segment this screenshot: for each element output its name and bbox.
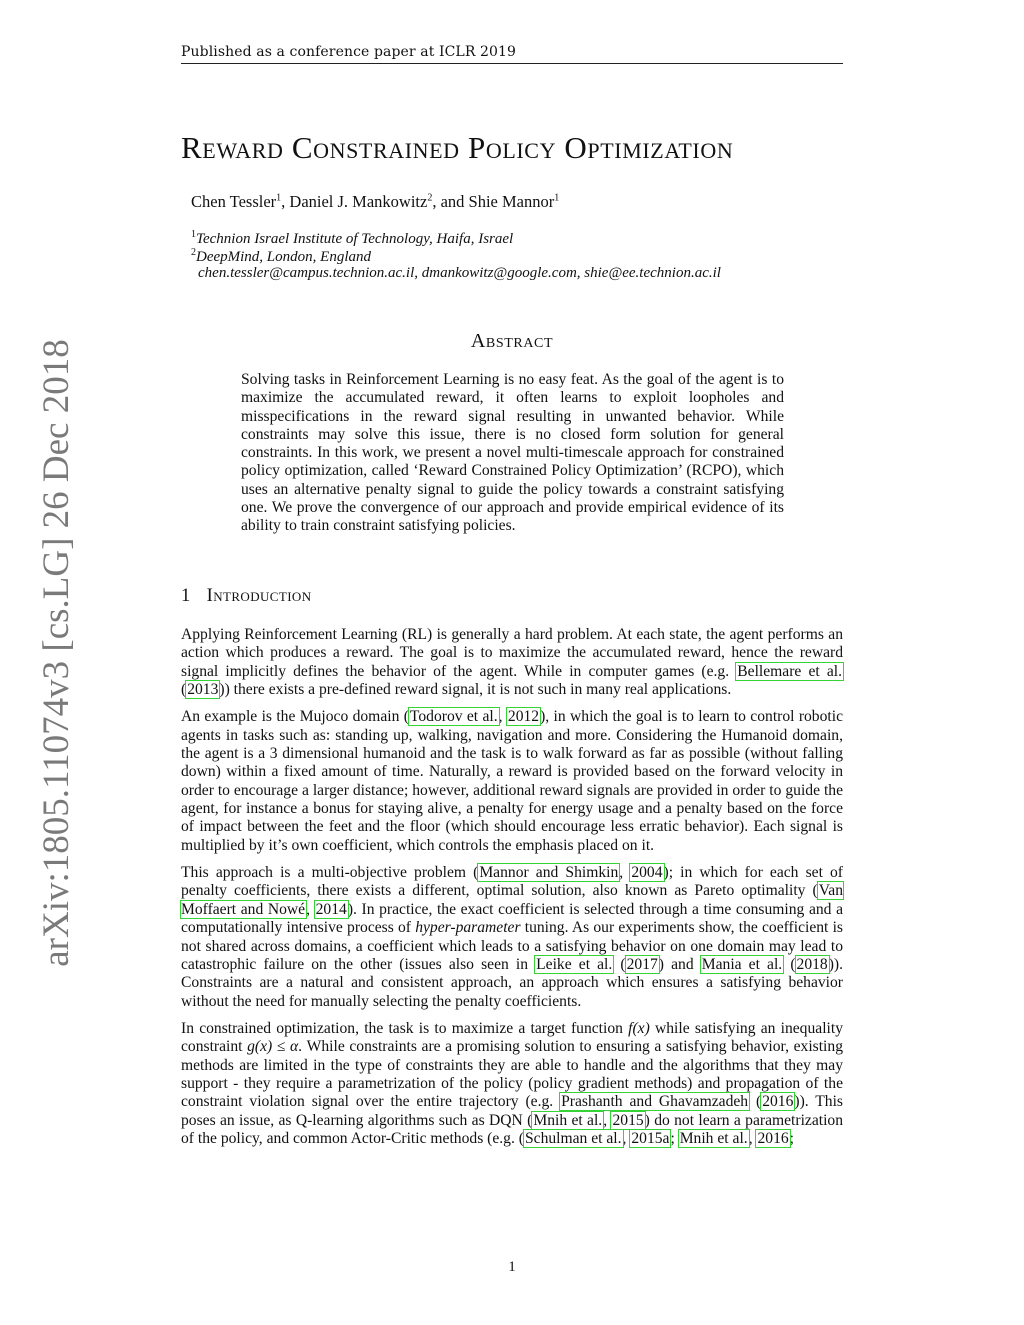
section-title: Introduction	[206, 586, 312, 606]
math-inline: f(x)	[628, 1019, 650, 1037]
author-name: Chen Tessler	[191, 192, 277, 211]
introduction-body	[181, 626, 843, 1157]
section-heading	[181, 586, 312, 607]
paragraph: An example is the Mujoco domain (Todorov et al., 2012), in which the goal is to learn to control robotic agents in tasks such as: standing up, walking, navigation and more. Considering the Humanoid domain, the agent is a 3 dimensional humanoid and the task is to walk forward as far as possible (without falling down) within a fixed amount of time. Naturally, a reward is provided based on the forward velocity in order to encourage a larger distance; however, additional reward signals are provided in order to guide the agent, for instance a bonus for staying alive, a penalty for energy usage and a penalty based on the force of impact between the feet and the floor (which should encourage less erratic behavior). Each signal is multiplied by it’s own coefficient, which controls the emphasis placed on it.	[181, 708, 843, 854]
author-affil-mark: 1	[554, 192, 560, 204]
citation-link[interactable]: Mnih et al.	[679, 1129, 748, 1147]
citation-link[interactable]: 2015a	[631, 1129, 670, 1147]
arxiv-sidebar-stamp: arXiv:1805.11074v3 [cs.LG] 26 Dec 2018	[36, 339, 77, 967]
citation-link[interactable]: Prashanth and Ghavamzadeh	[561, 1093, 749, 1111]
page-number: 1	[508, 1259, 516, 1275]
author-affil-mark: 1	[276, 192, 282, 204]
author-list	[191, 192, 559, 212]
citation-link[interactable]: Mannor and Shimkin	[479, 864, 619, 882]
citation-link[interactable]: Schulman et al.	[524, 1129, 622, 1147]
abstract-heading: Abstract	[470, 330, 554, 352]
author-name: Daniel J. Mankowitz	[289, 192, 428, 211]
affiliation-1: $^1$Technion Israel Institute of Technology, Haifa, Israel	[191, 229, 514, 247]
section-number: 1	[181, 586, 191, 606]
citation-link[interactable]: 2018	[796, 955, 828, 973]
author-name: Shie Mannor	[468, 192, 555, 211]
citation-link[interactable]: Leike et al.	[536, 955, 613, 973]
citation-link[interactable]: Van Moffaert and Nowé	[181, 882, 843, 918]
citation-link[interactable]: 2016	[762, 1093, 794, 1111]
author-separator: ,	[281, 192, 290, 211]
affiliation-2: $^2$DeepMind, London, England	[191, 247, 371, 265]
paragraph: This approach is a multi-objective problem (Mannor and Shimkin, 2004); in which for each set of penalty coefficients, there exists a different, optimal solution, also known as Pareto optimality (Van Moffaert and Nowé, 2014). In practice, the exact coefficient is selected through a time consuming and a computationally intensive process of hyper-parameter tuning. As our experiments show, the coefficient is not shared across domains, a coefficient which leads to a satisfying behavior on one domain may lead to catastrophic failure on the other (issues also seen in Leike et al. (2017) and Mania et al. (2018)). Constraints are a natural and consistent approach, an approach which ensures a satisfying behavior without the need for manually selecting the penalty coefficients.	[181, 864, 844, 1010]
citation-link[interactable]: 2016	[757, 1129, 789, 1147]
citation-link[interactable]: Bellemare et al.	[737, 662, 842, 680]
math-inline: g(x) ≤ α	[247, 1038, 299, 1056]
abstract-body: Solving tasks in Reinforcement Learning is no easy feat. As the goal of the agent is to maximize the accumulated reward, it often learns to exploit loopholes and misspecifications in the reward signal resulting in unwanted behavior. While constraints may solve this issue, there is no closed form solution for general constraints. In this work, we present a novel multi-timescale approach for constrained policy optimization, called ‘Reward Constrained Policy Optimization’ (RCPO), which uses an alternative penalty signal to guide the policy towards a constraint satisfying one. We prove the convergence of our approach and provide empirical evidence of its ability to train constraint satisfying policies.	[241, 371, 784, 535]
author-affil-mark: 2	[427, 192, 433, 204]
citation-link[interactable]: 2004	[631, 864, 663, 882]
citation-link[interactable]: Mnih et al.	[533, 1111, 603, 1129]
citation-link[interactable]: 2013	[187, 681, 219, 699]
paper-title: Reward Constrained Policy Optimization	[181, 130, 734, 165]
citation-link[interactable]: 2014	[315, 900, 347, 918]
citation-link[interactable]: 2015	[612, 1111, 644, 1129]
author-separator: , and	[432, 192, 469, 211]
paragraph: Applying Reinforcement Learning (RL) is generally a hard problem. At each state, the agent performs an action which produces a reward. The goal is to maximize the accumulated reward, hence the reward signal implicitly defines the behavior of the agent. While in computer games (e.g. Bellemare et al. (2013)) there exists a pre-defined reward signal, it is not such in many real applications.	[181, 626, 843, 699]
emphasis: hyper-parameter	[415, 919, 521, 937]
running-header: Published as a conference paper at ICLR 2019	[181, 44, 843, 64]
citation-link[interactable]: 2017	[626, 955, 658, 973]
citation-link[interactable]: Todorov et al.	[409, 708, 498, 726]
paragraph: In constrained optimization, the task is to maximize a target function f(x) while satisfying an inequality constraint g(x) ≤ α. While constraints are a promising solution to ensuring a satisfying behavior, existing methods are limited in the type of constraints they are able to handle and the algorithms that they may support - they require a parametrization of the policy (policy gradient methods) and propagation of the constraint violation signal over the entire trajectory (e.g. Prashanth and Ghavamzadeh (2016)). This poses an issue, as Q-learning algorithms such as DQN (Mnih et al., 2015) do not learn a parametrization of the policy, and common Actor-Critic methods (e.g. (Schulman et al., 2015a; Mnih et al., 2016;	[181, 1019, 844, 1147]
citation-link[interactable]: Mania et al.	[701, 955, 783, 973]
citation-link[interactable]: 2012	[507, 708, 540, 726]
author-emails: chen.tessler@campus.technion.ac.il, dmankowitz@google.com, shie@ee.technion.ac.il	[198, 265, 721, 281]
